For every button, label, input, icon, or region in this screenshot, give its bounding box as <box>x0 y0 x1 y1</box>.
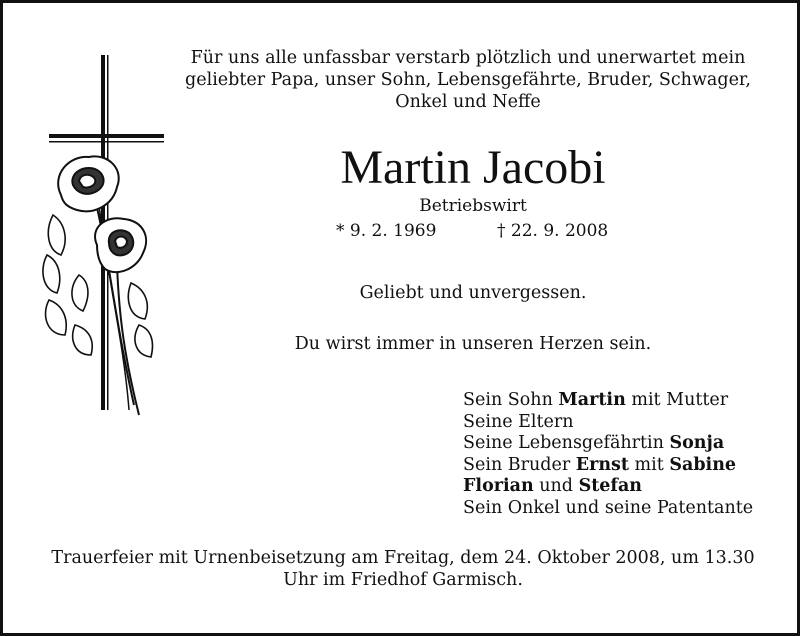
funeral-info <box>23 547 783 591</box>
cross-with-roses-icon <box>39 55 169 425</box>
signer-name: Stefan <box>578 476 643 496</box>
birth-date: * 9. 2. 1969 <box>336 221 437 241</box>
signer-name: Sonja <box>669 433 725 453</box>
signer-name: Martin <box>558 390 626 410</box>
intro-line-1: Für uns alle unfassbar verstarb plötzlich und unerwartet mein <box>190 48 746 68</box>
signer-line <box>463 433 793 455</box>
intro-line-3: Onkel und Neffe <box>395 92 541 112</box>
signer-text: Sein Bruder <box>463 454 576 475</box>
funeral-line-2: Uhr im Friedhof Garmisch. <box>283 570 523 590</box>
signer-text: mit Mutter <box>625 390 729 410</box>
intro-line-2: geliebter Papa, unser Sohn, Lebensgefährte, Bruder, Schwager, <box>185 70 751 90</box>
signer-line: Seine Eltern <box>463 411 574 432</box>
signer-text: mit <box>628 454 670 475</box>
intro-text <box>153 47 783 113</box>
motto-second: Du wirst immer in unseren Herzen sein. <box>294 334 652 354</box>
signer-name: Florian <box>463 476 534 496</box>
deceased-name: Martin Jacobi <box>340 141 606 194</box>
signer-line: Sein Onkel und seine Patentante <box>463 497 754 518</box>
deceased-profession: Betriebswirt <box>419 196 527 216</box>
signer-text: Seine Lebensgefährtin <box>463 433 670 453</box>
signer-text: und <box>533 476 579 496</box>
signers-list <box>463 390 793 519</box>
motto-first: Geliebt und unvergessen. <box>359 283 587 303</box>
funeral-line-1: Trauerfeier mit Urnenbeisetzung am Freitag, dem 24. Oktober 2008, um 13.30 <box>51 548 755 568</box>
signer-line <box>463 455 793 477</box>
death-date: † 22. 9. 2008 <box>497 221 609 241</box>
signer-line <box>463 390 793 412</box>
signer-line <box>463 476 793 498</box>
signer-name: Ernst <box>575 454 629 475</box>
signer-name: Sabine <box>669 454 737 475</box>
signer-text: Sein Sohn <box>463 390 559 410</box>
